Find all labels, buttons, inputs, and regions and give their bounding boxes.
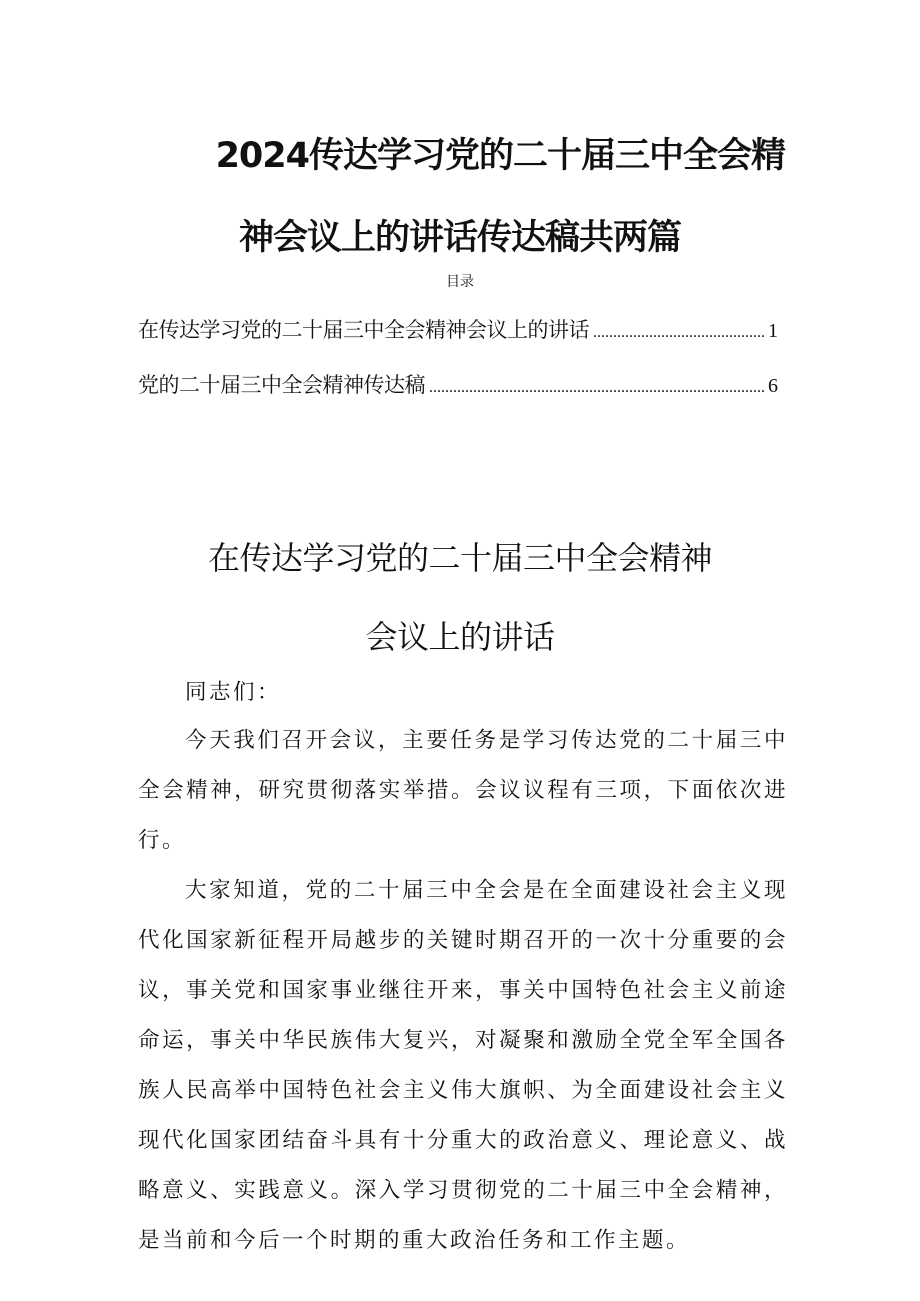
salutation: 同志们： — [185, 680, 282, 705]
toc-leader-dots — [593, 324, 764, 342]
section-title-line-2: 会议上的讲话 — [365, 618, 555, 656]
body-paragraph: 今天我们召开会议，主要任务是学习传达党的二十届三中全会精神，研究贯彻落实举措。会议议程有三项，下面依次进行。 — [138, 728, 788, 853]
section-title-line-1: 在传达学习党的二十届三中全会精神 — [207, 539, 712, 577]
document-title-line-2: 神会议上的讲话传达稿共两篇 — [238, 218, 681, 258]
body-paragraph-group — [138, 716, 788, 1266]
toc-entry[interactable] — [138, 369, 778, 399]
toc-entry-text: 在传达学习党的二十届三中全会精神会议上的讲话 — [138, 318, 589, 342]
body-paragraph: 大家知道，党的二十届三中全会是在全面建设社会主义现代化国家新征程开局越步的关键时期召开的一次十分重要的会议，事关党和国家事业继往开来，事关中国特色社会主义前途命运，事关中华民族伟大复兴，对凝聚和激励全党全军全国各族人民高举中国特色社会主义伟大旗帜、为全面建设社会主义现代化国家团结奋斗具有十分重大的政治意义、理论意义、战略意义、实践意义。深入学习贯彻党的二十届三中全会精神，是当前和今后一个时期的重大政治任务和工作主题。 — [138, 878, 788, 1253]
toc-heading: 目录 — [446, 274, 474, 290]
toc-entry-page: 6 — [768, 375, 778, 397]
toc-entry[interactable] — [138, 314, 778, 344]
document-title-line-1: 2024传达学习党的二十届三中全会精 — [215, 136, 785, 176]
toc-entry-text: 党的二十届三中全会精神传达稿 — [138, 373, 425, 397]
toc-leader-dots — [429, 379, 764, 397]
toc-entry-page: 1 — [768, 320, 778, 342]
